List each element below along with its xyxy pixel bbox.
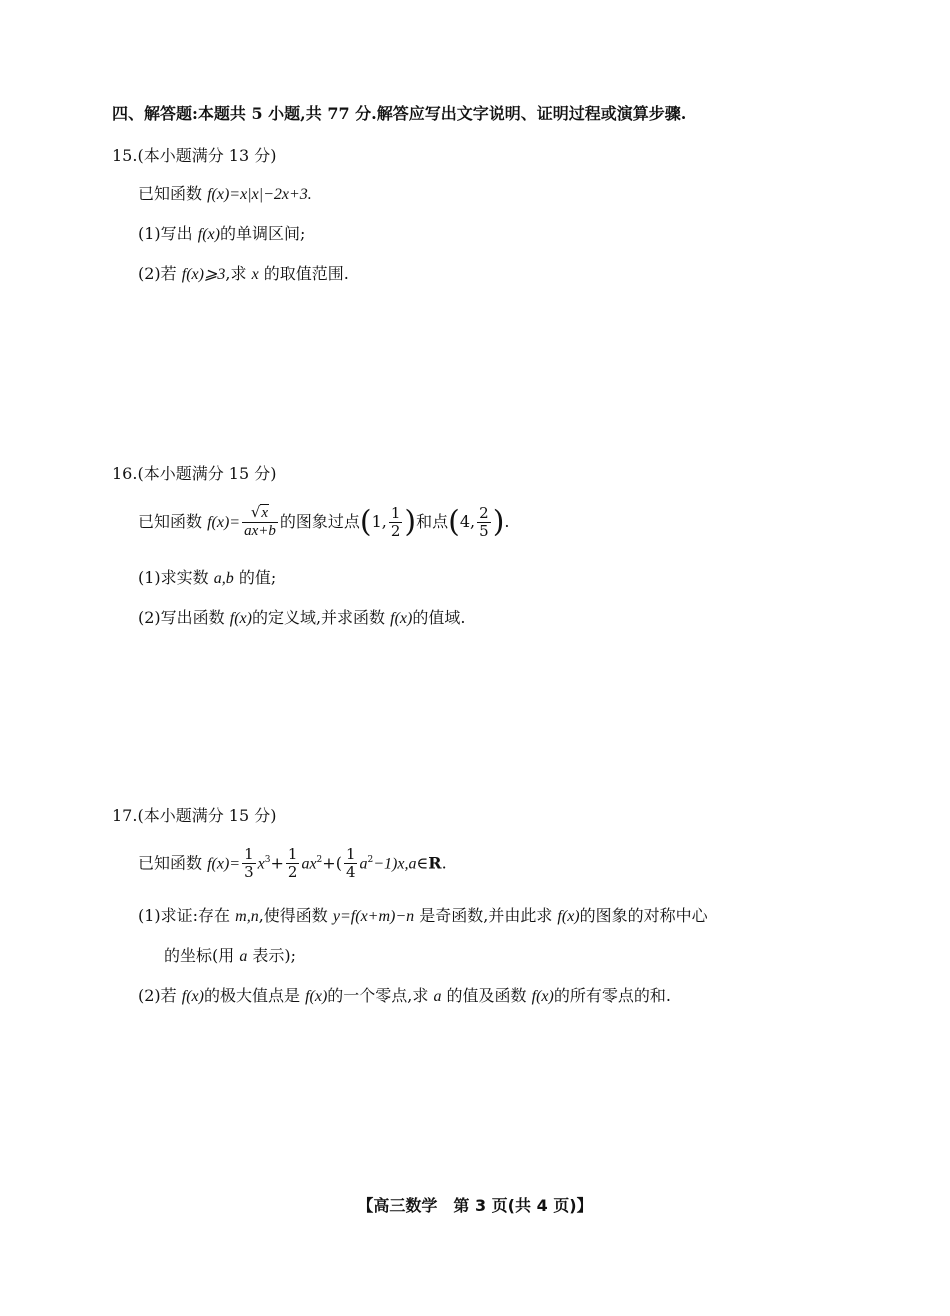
q17-part1-fx: f(x) xyxy=(557,908,580,925)
q17-plus1: + xyxy=(270,853,284,873)
q16-part2-fx1: f(x) xyxy=(229,610,252,627)
q16-frac-numerator xyxy=(242,504,278,523)
q16-part1-vars: a,b xyxy=(213,570,234,587)
q16-stem xyxy=(138,504,510,541)
q17-part1-line2-a: 的坐标(用 xyxy=(164,946,240,965)
q16-text-mid: 的图象过点 xyxy=(279,511,360,531)
q17-term3: a xyxy=(359,855,368,873)
q16-and: 和点 xyxy=(416,511,449,531)
q17-term2: ax xyxy=(301,855,317,873)
q17-part2-c: 的一个零点,求 xyxy=(327,986,434,1005)
q16-end: . xyxy=(504,511,510,531)
right-paren-icon: ) xyxy=(492,504,505,540)
q16-header: 16.(本小题满分 15 分) xyxy=(112,464,277,483)
q17-term2-exp: 2 xyxy=(316,854,323,865)
q17-part2-a: (2)若 xyxy=(138,986,182,1005)
right-paren-icon: ) xyxy=(404,504,417,540)
q17-term3-tail: −1)x,a∈ xyxy=(373,855,429,873)
q17-plus2: +( xyxy=(322,853,342,873)
q15-part2-cond: f(x)⩾3 xyxy=(181,266,226,283)
q17-part1 xyxy=(138,906,708,926)
q15-stem-formula: f(x)=x|x|−2x+3. xyxy=(207,186,312,203)
q17-part2-d: 的值及函数 xyxy=(441,986,532,1005)
q17-stem xyxy=(138,846,447,882)
q17-header: 17.(本小题满分 15 分) xyxy=(112,806,277,825)
page-footer: 【高三数学 第 3 页(共 4 页)】 xyxy=(357,1196,593,1215)
q16-main-fraction xyxy=(242,504,278,541)
q16-part2-b: 的定义域,并求函数 xyxy=(251,608,391,627)
q15-part1 xyxy=(138,224,305,244)
q15-part2-prefix: (2)若 xyxy=(138,264,182,283)
q16-part1-prefix: (1)求实数 xyxy=(138,568,214,587)
q17-fraction-3: $\frac{1}{4}$ xyxy=(345,845,356,882)
q17-term3-exp: 2 xyxy=(367,854,374,865)
q16-part2-c: 的值域. xyxy=(412,608,466,627)
q17-term1-exp: 3 xyxy=(264,854,271,865)
q16-point1-x: 1, xyxy=(371,511,387,531)
q15-part2-mid: ,求 xyxy=(225,264,252,283)
q15-part1-prefix: (1)写出 xyxy=(138,224,198,243)
q17-real-set: R xyxy=(428,853,442,873)
q16-part2-a: (2)写出函数 xyxy=(138,608,230,627)
q17-fraction-2: $\frac{1}{2}$ xyxy=(287,845,298,882)
q17-part1-b: ,使得函数 xyxy=(258,906,333,925)
q16-stem-prefix: 已知函数 xyxy=(138,511,208,531)
q17-stem-prefix: 已知函数 xyxy=(138,853,208,873)
q15-stem xyxy=(138,184,312,204)
q17-part1-line2-var: a xyxy=(239,948,248,965)
q15-stem-prefix: 已知函数 xyxy=(138,184,208,203)
q17-part2-fx3: f(x) xyxy=(531,988,554,1005)
q15-part2-suffix: 的取值范围. xyxy=(258,264,349,283)
q16-part2 xyxy=(138,608,465,628)
q17-fx-eq: f(x)= xyxy=(207,855,241,873)
q16-point2-x: 4, xyxy=(459,511,476,531)
section-title: 四、解答题:本题共 5 小题,共 77 分.解答应写出文字说明、证明过程或演算步骤. xyxy=(112,104,687,123)
q15-part2-var: x xyxy=(251,266,259,283)
q15-part1-fx: f(x) xyxy=(197,226,220,243)
q17-part1-line2 xyxy=(164,946,296,966)
q16-point2-fraction: $\frac{2}{5}$ xyxy=(479,503,489,540)
q17-part2 xyxy=(138,986,671,1006)
q16-point1-fraction: $\frac{1}{2}$ xyxy=(390,503,401,540)
q17-part2-var: a xyxy=(433,988,442,1005)
q16-part1 xyxy=(138,568,276,588)
q16-part2-fx2: f(x) xyxy=(390,610,413,627)
q17-part1-line2-b: 表示); xyxy=(247,946,297,965)
q17-part1-d: 的图象的对称中心 xyxy=(579,906,708,925)
q17-part1-mn: m,n xyxy=(235,908,259,925)
q15-part2 xyxy=(138,264,349,284)
q15-part1-suffix: 的单调区间; xyxy=(219,224,306,243)
q15-header: 15.(本小题满分 13 分) xyxy=(112,146,277,165)
sqrt-symbol: √x xyxy=(250,503,269,521)
left-paren-icon: ( xyxy=(359,504,372,540)
q17-part1-y: y=f(x+m)−n xyxy=(332,908,415,925)
q17-part1-c: 是奇函数,并由此求 xyxy=(414,906,558,925)
q17-part1-a: (1)求证:存在 xyxy=(138,906,236,925)
q17-part2-b: 的极大值点是 xyxy=(203,986,306,1005)
q17-dot: . xyxy=(441,853,447,873)
q17-term1: x xyxy=(257,855,265,873)
left-paren-icon: ( xyxy=(448,504,460,540)
q17-fraction-1: $\frac{1}{3}$ xyxy=(244,845,254,882)
q16-fx-eq: f(x)= xyxy=(207,513,241,531)
q17-part2-fx2: f(x) xyxy=(305,988,328,1005)
q16-part1-suffix: 的值; xyxy=(233,568,277,587)
q17-part2-e: 的所有零点的和. xyxy=(553,986,671,1005)
q17-part2-fx1: f(x) xyxy=(181,988,204,1005)
q16-frac-denominator: ax+b xyxy=(244,523,276,540)
